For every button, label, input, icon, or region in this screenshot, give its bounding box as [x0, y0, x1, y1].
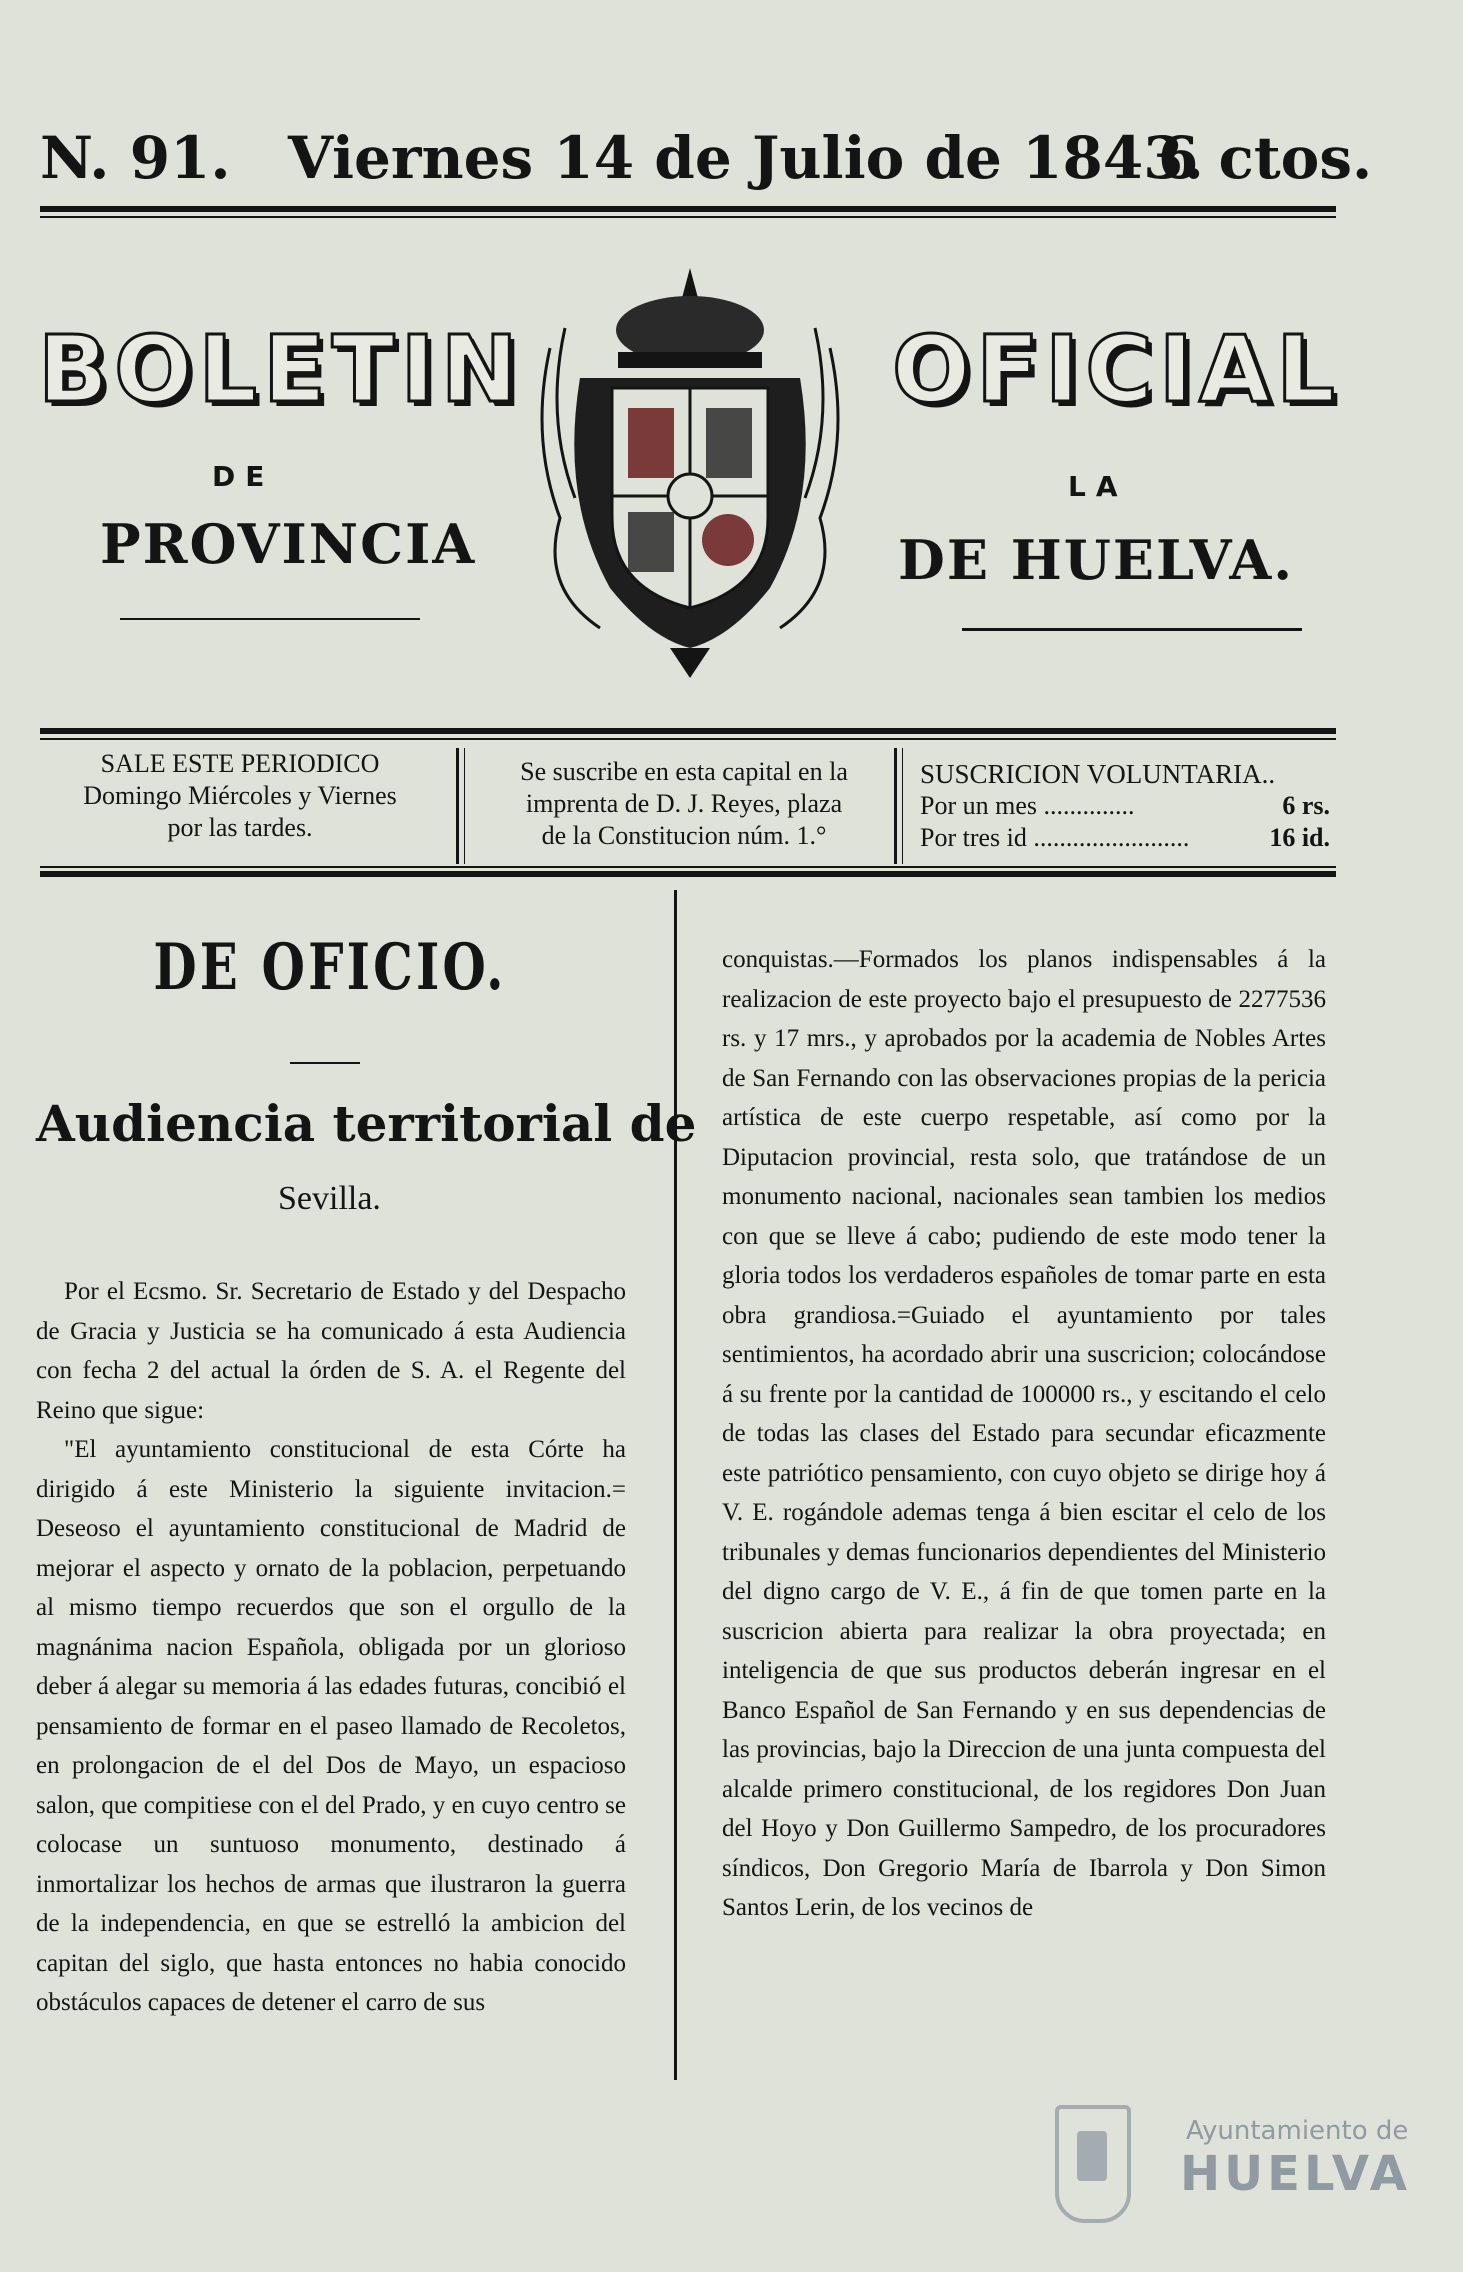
issue-number: N. 91. — [40, 124, 231, 192]
royal-coat-of-arms — [520, 268, 860, 678]
schedule-line: SALE ESTE PERIODICO — [100, 749, 380, 778]
section-ornament — [290, 1062, 360, 1064]
city-shield-icon — [1055, 2105, 1131, 2223]
paragraph: Por el Ecsmo. Sr. Secretario de Estado y del Despacho de Gracia y Justicia se ha comunicado á esta Audiencia con fecha 2 del actual la órden de S. A. el Regente del Reino que sigue: — [36, 1278, 626, 1424]
price-dots: ........................ — [1033, 823, 1190, 852]
title-underline-right — [962, 628, 1302, 631]
title-oficial: OFICIAL — [892, 316, 1341, 423]
box-divider — [456, 748, 459, 864]
subscription-top-rule — [40, 728, 1336, 734]
subscription-top-rule-thin — [40, 738, 1336, 740]
title-de: DE — [212, 460, 275, 493]
schedule-line: por las tardes. — [167, 813, 313, 842]
subscription-bottom-rule — [40, 871, 1336, 877]
price-value: 16 id. — [1269, 823, 1330, 852]
price-value: 6 rs. — [1282, 791, 1330, 820]
location-line: de la Constitucion núm. 1.° — [541, 821, 827, 850]
masthead-rule-thin — [40, 216, 1336, 218]
title-la: LA — [1068, 470, 1128, 503]
title-boletin: BOLETIN — [38, 316, 524, 423]
title-de-huelva: DE HUELVA. — [898, 528, 1295, 592]
price-label: Por tres id — [920, 823, 1027, 852]
schedule-line: Domingo Miércoles y Viernes — [83, 781, 397, 810]
watermark-line2: HUELVA — [1180, 2146, 1411, 2202]
subscription-prices — [920, 758, 1330, 854]
subscription-bottom-rule-thin — [40, 866, 1336, 868]
issue-date: Viernes 14 de Julio de 1843. — [288, 124, 1204, 192]
paragraph: conquistas.—Formados los planos indispensables á la realizacion de este proyecto bajo el presupuesto de 2277536 rs. y 17 mrs., y aprobados por la academia de Nobles Artes de San Fernando con las observaciones propias de la pericia artística de este cuerpo respetable, así como por la Diputacion provincial, resta solo, que tratándose de un monumento nacional, nacionales sean tambien los medios con que se lleve á cabo; pudiendo de este modo tener la gloria todos los verdaderos españoles de tomar parte en esta obra grandiosa.=Guiado el ayuntamiento por tales sentimientos, ha acordado abrir una suscricion; colocándose á su frente por la cantidad de 100000 rs., y escitando el celo de todas las clases del Estado para secundar eficazmente este patriótico pensamiento, con cuyo objeto se dirige hoy á V. E. rogándole ademas tenga á bien escitar el celo de los tribunales y demas funcionarios dependientes del Ministerio del digno cargo de V. E., á fin de que tomen parte en la suscricion abierta para realizar la obra proyectada; en inteligencia de que sus productos deberán ingresar en el Banco Español de San Fernando y en sus dependencias de las provincias, bajo la Direccion de una junta compuesta del alcalde primero constitucional, de los regidores Don Juan del Hoyo y Don Guillermo Sampedro, de los procuradores síndicos, Don Gregorio María de Ibarrola y Don Simon Santos Lerin, de los vecinos de — [722, 946, 1326, 1921]
price-row — [920, 790, 1330, 822]
location-line: Se suscribe en esta capital en la — [520, 757, 848, 786]
watermark-line1: Ayuntamiento de — [1186, 2116, 1409, 2146]
title-underline-left — [120, 618, 420, 620]
box-divider — [894, 748, 897, 864]
column-divider — [674, 890, 677, 2080]
price-dots: .............. — [1043, 791, 1135, 820]
article-subheading: Sevilla. — [278, 1180, 381, 1217]
masthead-rule — [40, 206, 1336, 212]
article-left-column — [36, 1272, 626, 2023]
publication-schedule — [40, 748, 440, 844]
box-divider-thin — [464, 748, 465, 864]
article-heading: Audiencia territorial de — [36, 1094, 697, 1153]
price-label: Por un mes — [920, 791, 1037, 820]
paragraph: "El ayuntamiento constitucional de esta Córte ha dirigido á este Ministerio la siguiente invitacion.= Deseoso el ayuntamiento constitucional de Madrid de mejorar el aspecto y ornato de la poblacion, perpetuando al mismo tiempo recuerdos que son el orgullo de la magnánima nacion Española, obligada por un glorioso deber á alegar su memoria á las edades futuras, concibió el pensamiento de formar en el paseo llamado de Recoletos, en prolongacion de el del Dos de Mayo, un espacioso salon, que compitiese con el del Prado, y en cuyo centro se colocase un suntuoso monumento, destinado á inmortalizar los hechos de armas que ilustraron la guerra de la independencia, en que se estrelló la ambicion del capitan del siglo, que hasta entonces no habia conocido obstáculos capaces de detener el carro de sus — [36, 1436, 626, 2016]
section-heading: DE OFICIO. — [153, 930, 507, 1005]
prices-title: SUSCRICION VOLUNTARIA.. — [920, 759, 1276, 789]
location-line: imprenta de D. J. Reyes, plaza — [525, 789, 843, 818]
subscription-location — [474, 756, 894, 852]
price-row — [920, 822, 1330, 854]
issue-price: 6 ctos. — [1158, 124, 1373, 192]
article-right-column — [722, 940, 1326, 1928]
title-provincia: PROVINCIA — [100, 512, 477, 576]
box-divider-thin — [902, 748, 903, 864]
